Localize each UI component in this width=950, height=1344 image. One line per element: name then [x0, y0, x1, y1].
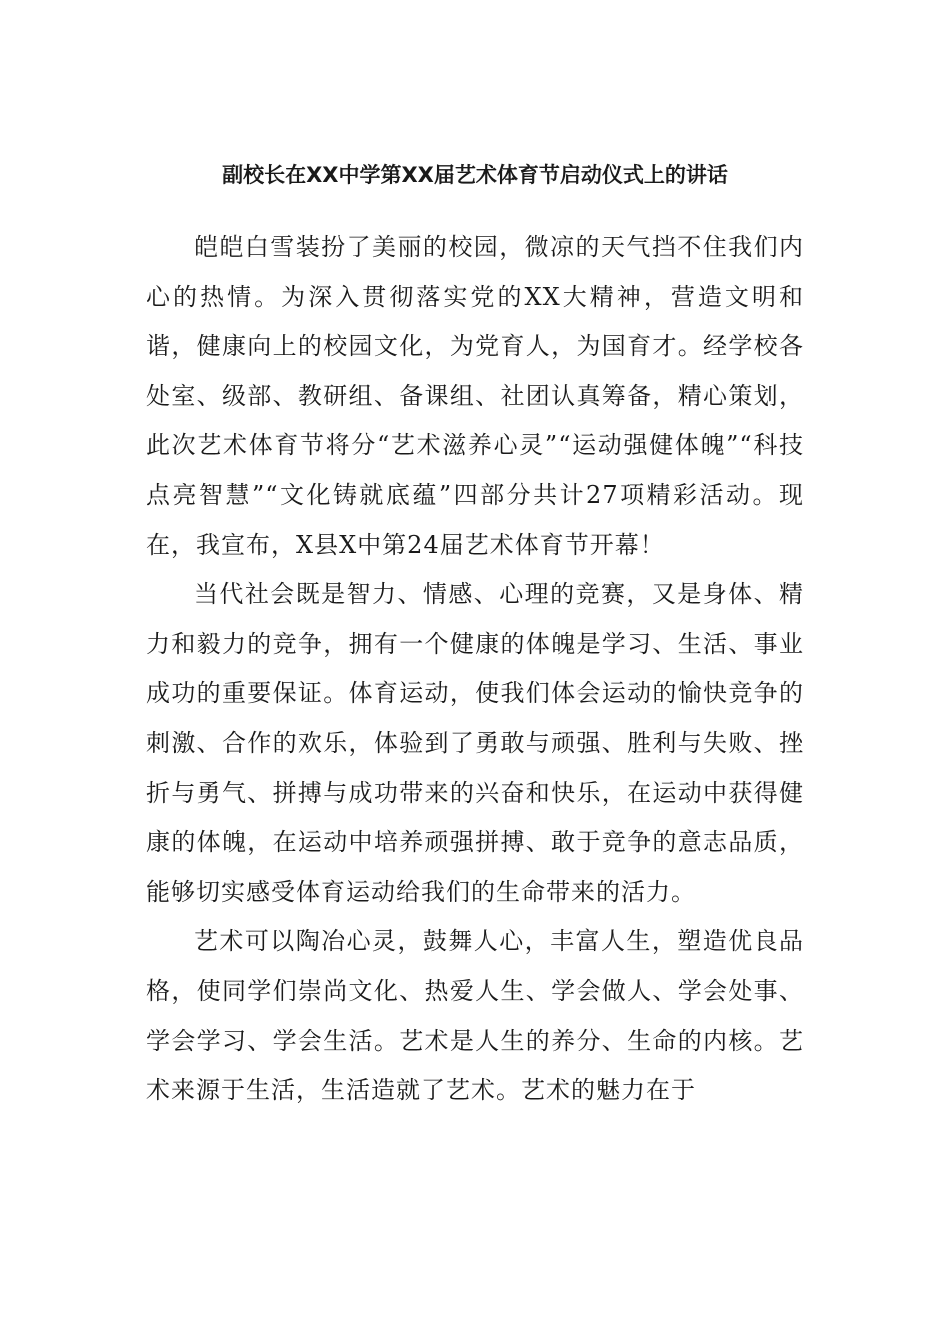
paragraph-3: 艺术可以陶冶心灵，鼓舞人心，丰富人生，塑造优良品格，使同学们崇尚文化、热爱人生、学会做人、学会处事、学会学习、学会生活。艺术是人生的养分、生命的内核。艺术来源于生活，生活造就了艺术。艺术的魅力在于 — [146, 927, 804, 1105]
paragraph-1: 皑皑白雪装扮了美丽的校园，微凉的天气挡不住我们内心的热情。为深入贯彻落实党的XX大精神，营造文明和谐，健康向上的校园文化，为党育人，为国育才。经学校各处室、级部、教研组、备课组、社团认真筹备，精心策划，此次艺术体育节将分“艺术滋养心灵”“运动强健体魄”“科技点亮智慧”“文化铸就底蕴”四部分共计27项精彩活动。现在，我宣布，X县X中第24届艺术体育节开幕！ — [146, 233, 804, 559]
document-body — [146, 223, 804, 1116]
document-title: 副校长在XX中学第XX届艺术体育节启动仪式上的讲话 — [222, 163, 728, 187]
paragraph-2: 当代社会既是智力、情感、心理的竞赛，又是身体、精力和毅力的竞争，拥有一个健康的体魄是学习、生活、事业成功的重要保证。体育运动，使我们体会运动的愉快竞争的刺激、合作的欢乐，体验到了勇敢与顽强、胜利与失败、挫折与勇气、拼搏与成功带来的兴奋和快乐，在运动中获得健康的体魄，在运动中培养顽强拼搏、敢于竞争的意志品质，能够切实感受体育运动给我们的生命带来的活力。 — [146, 580, 804, 906]
